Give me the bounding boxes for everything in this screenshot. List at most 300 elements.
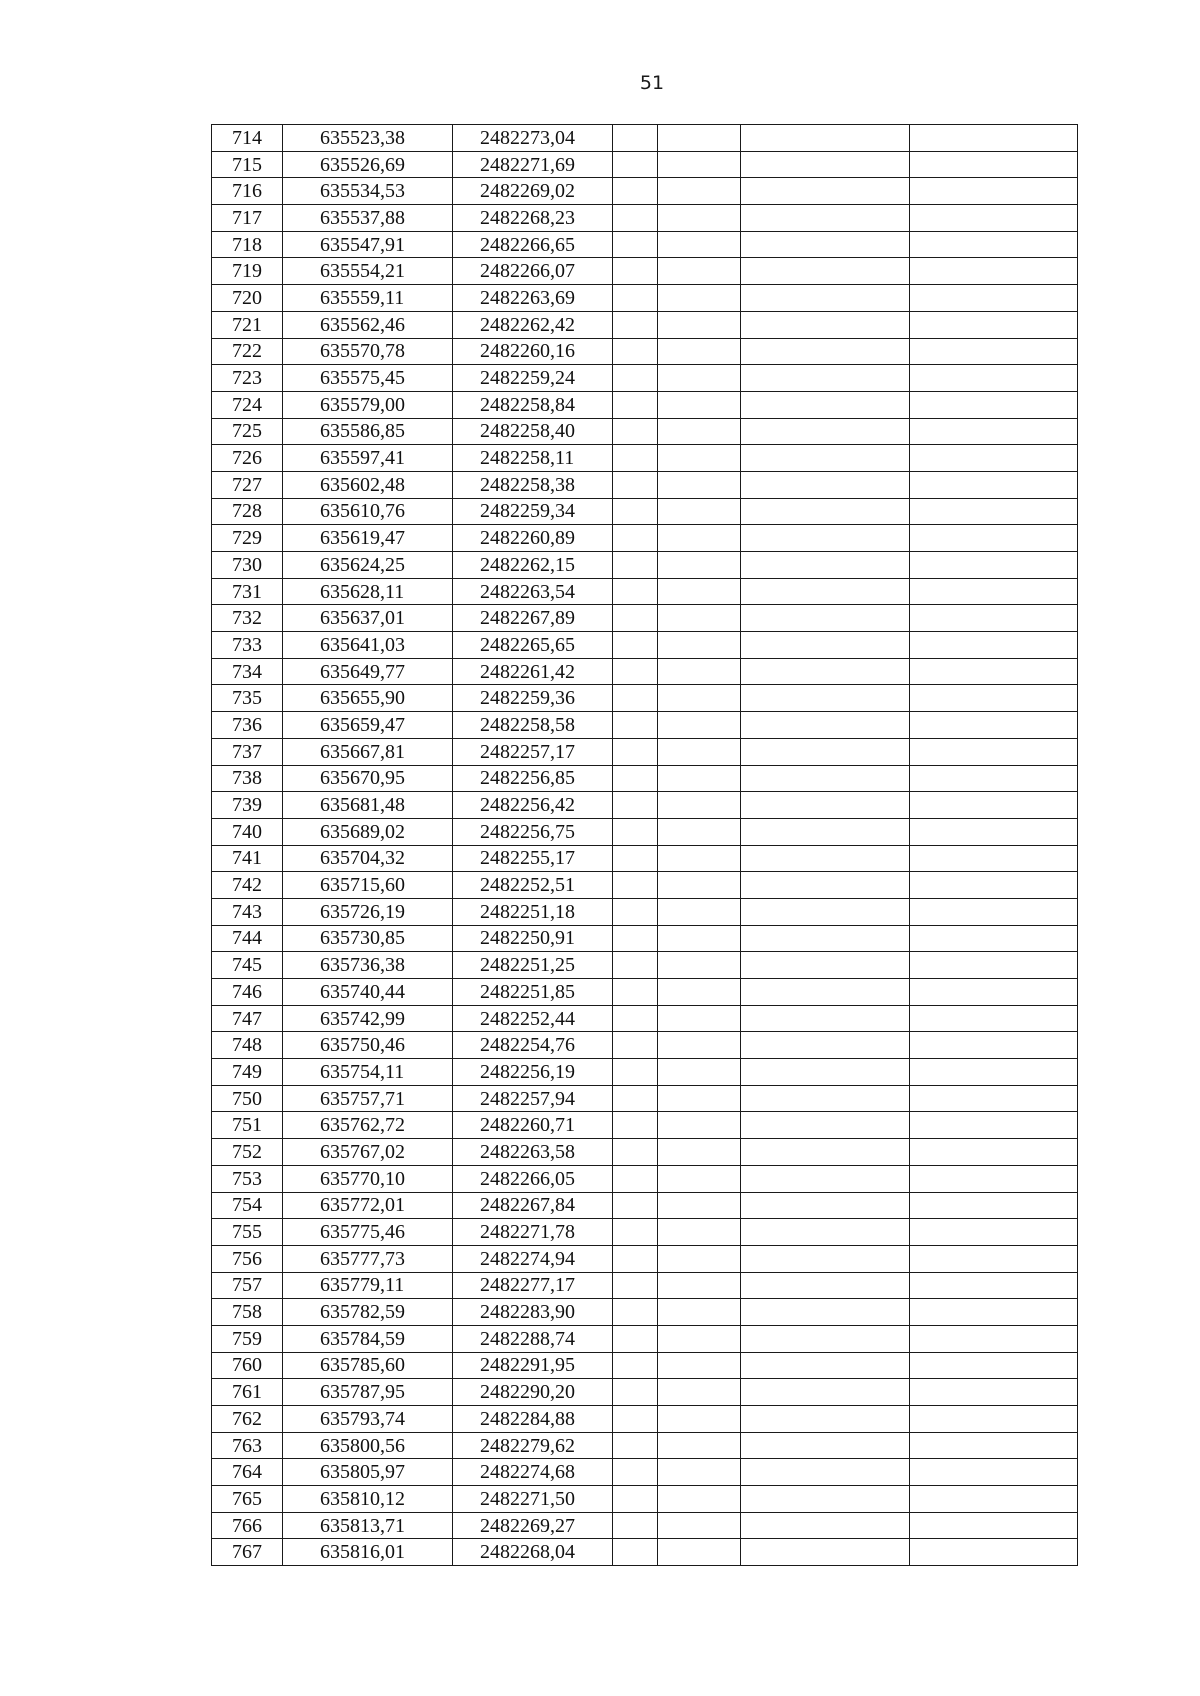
x-coordinate-cell: 635619,47 [283, 525, 453, 552]
empty-cell [741, 365, 910, 392]
empty-cell [910, 1059, 1078, 1086]
point-number-cell: 744 [212, 925, 283, 952]
empty-cell [658, 365, 741, 392]
table-row [212, 1192, 1078, 1219]
table-row [212, 1032, 1078, 1059]
empty-cell [910, 952, 1078, 979]
empty-cell [741, 738, 910, 765]
x-coordinate-cell: 635559,11 [283, 285, 453, 312]
empty-cell [613, 872, 658, 899]
empty-cell [658, 258, 741, 285]
point-number-cell: 734 [212, 658, 283, 685]
x-coordinate-cell: 635742,99 [283, 1005, 453, 1032]
y-coordinate-cell: 2482258,11 [453, 445, 613, 472]
table-row [212, 1459, 1078, 1486]
point-number-cell: 739 [212, 792, 283, 819]
empty-cell [910, 872, 1078, 899]
empty-cell [613, 285, 658, 312]
empty-cell [910, 1085, 1078, 1112]
empty-cell [741, 979, 910, 1006]
y-coordinate-cell: 2482260,71 [453, 1112, 613, 1139]
empty-cell [613, 632, 658, 659]
table-row [212, 898, 1078, 925]
point-number-cell: 728 [212, 498, 283, 525]
y-coordinate-cell: 2482271,50 [453, 1486, 613, 1513]
empty-cell [613, 712, 658, 739]
table-row [212, 1486, 1078, 1513]
table-row [212, 1272, 1078, 1299]
empty-cell [613, 818, 658, 845]
x-coordinate-cell: 635637,01 [283, 605, 453, 632]
table-row [212, 338, 1078, 365]
point-number-cell: 765 [212, 1486, 283, 1513]
empty-cell [613, 685, 658, 712]
empty-cell [741, 1486, 910, 1513]
point-number-cell: 724 [212, 391, 283, 418]
empty-cell [741, 1192, 910, 1219]
table-row [212, 391, 1078, 418]
y-coordinate-cell: 2482263,54 [453, 578, 613, 605]
point-number-cell: 764 [212, 1459, 283, 1486]
y-coordinate-cell: 2482263,58 [453, 1139, 613, 1166]
point-number-cell: 752 [212, 1139, 283, 1166]
empty-cell [910, 1139, 1078, 1166]
empty-cell [741, 1165, 910, 1192]
empty-cell [658, 738, 741, 765]
empty-cell [741, 1059, 910, 1086]
empty-cell [613, 1459, 658, 1486]
empty-cell [658, 979, 741, 1006]
empty-cell [910, 925, 1078, 952]
empty-cell [741, 818, 910, 845]
table-row [212, 605, 1078, 632]
point-number-cell: 760 [212, 1352, 283, 1379]
empty-cell [613, 738, 658, 765]
y-coordinate-cell: 2482251,85 [453, 979, 613, 1006]
empty-cell [658, 1299, 741, 1326]
empty-cell [613, 205, 658, 232]
table-row [212, 1406, 1078, 1433]
empty-cell [613, 365, 658, 392]
empty-cell [741, 1085, 910, 1112]
y-coordinate-cell: 2482266,05 [453, 1165, 613, 1192]
x-coordinate-cell: 635785,60 [283, 1352, 453, 1379]
empty-cell [741, 1325, 910, 1352]
point-number-cell: 754 [212, 1192, 283, 1219]
empty-cell [613, 1032, 658, 1059]
x-coordinate-cell: 635779,11 [283, 1272, 453, 1299]
point-number-cell: 731 [212, 578, 283, 605]
x-coordinate-cell: 635767,02 [283, 1139, 453, 1166]
table-row [212, 845, 1078, 872]
x-coordinate-cell: 635526,69 [283, 151, 453, 178]
y-coordinate-cell: 2482258,58 [453, 712, 613, 739]
x-coordinate-cell: 635610,76 [283, 498, 453, 525]
empty-cell [658, 1059, 741, 1086]
empty-cell [910, 1352, 1078, 1379]
empty-cell [741, 658, 910, 685]
empty-cell [910, 1459, 1078, 1486]
point-number-cell: 736 [212, 712, 283, 739]
empty-cell [741, 338, 910, 365]
x-coordinate-cell: 635770,10 [283, 1165, 453, 1192]
empty-cell [741, 712, 910, 739]
empty-cell [658, 1486, 741, 1513]
empty-cell [910, 231, 1078, 258]
empty-cell [613, 925, 658, 952]
empty-cell [658, 1352, 741, 1379]
table-row [212, 1539, 1078, 1566]
empty-cell [910, 338, 1078, 365]
empty-cell [910, 605, 1078, 632]
y-coordinate-cell: 2482271,69 [453, 151, 613, 178]
empty-cell [613, 231, 658, 258]
y-coordinate-cell: 2482256,85 [453, 765, 613, 792]
empty-cell [741, 1139, 910, 1166]
empty-cell [658, 1192, 741, 1219]
point-number-cell: 751 [212, 1112, 283, 1139]
point-number-cell: 730 [212, 552, 283, 579]
empty-cell [613, 311, 658, 338]
table-row [212, 632, 1078, 659]
point-number-cell: 729 [212, 525, 283, 552]
empty-cell [741, 1539, 910, 1566]
empty-cell [741, 605, 910, 632]
x-coordinate-cell: 635754,11 [283, 1059, 453, 1086]
table-row [212, 792, 1078, 819]
y-coordinate-cell: 2482257,94 [453, 1085, 613, 1112]
empty-cell [613, 471, 658, 498]
empty-cell [658, 1459, 741, 1486]
point-number-cell: 755 [212, 1219, 283, 1246]
y-coordinate-cell: 2482262,42 [453, 311, 613, 338]
empty-cell [658, 205, 741, 232]
empty-cell [658, 1245, 741, 1272]
y-coordinate-cell: 2482263,69 [453, 285, 613, 312]
empty-cell [910, 1406, 1078, 1433]
table-row [212, 178, 1078, 205]
x-coordinate-cell: 635715,60 [283, 872, 453, 899]
empty-cell [741, 1432, 910, 1459]
y-coordinate-cell: 2482274,68 [453, 1459, 613, 1486]
empty-cell [613, 1379, 658, 1406]
x-coordinate-cell: 635740,44 [283, 979, 453, 1006]
table-row [212, 1299, 1078, 1326]
empty-cell [658, 898, 741, 925]
empty-cell [910, 1165, 1078, 1192]
empty-cell [741, 1112, 910, 1139]
point-number-cell: 759 [212, 1325, 283, 1352]
point-number-cell: 748 [212, 1032, 283, 1059]
x-coordinate-cell: 635562,46 [283, 311, 453, 338]
empty-cell [910, 979, 1078, 1006]
x-coordinate-cell: 635762,72 [283, 1112, 453, 1139]
empty-cell [658, 151, 741, 178]
y-coordinate-cell: 2482266,07 [453, 258, 613, 285]
empty-cell [741, 1379, 910, 1406]
empty-cell [910, 285, 1078, 312]
empty-cell [613, 445, 658, 472]
empty-cell [741, 872, 910, 899]
y-coordinate-cell: 2482258,84 [453, 391, 613, 418]
empty-cell [910, 205, 1078, 232]
empty-cell [741, 845, 910, 872]
table-row [212, 578, 1078, 605]
table-row [212, 258, 1078, 285]
empty-cell [613, 578, 658, 605]
x-coordinate-cell: 635777,73 [283, 1245, 453, 1272]
empty-cell [613, 1486, 658, 1513]
y-coordinate-cell: 2482266,65 [453, 231, 613, 258]
empty-cell [613, 498, 658, 525]
x-coordinate-cell: 635628,11 [283, 578, 453, 605]
x-coordinate-cell: 635813,71 [283, 1512, 453, 1539]
x-coordinate-cell: 635597,41 [283, 445, 453, 472]
table-row [212, 872, 1078, 899]
empty-cell [910, 792, 1078, 819]
empty-cell [613, 418, 658, 445]
table-row [212, 311, 1078, 338]
table-row [212, 1112, 1078, 1139]
empty-cell [658, 1165, 741, 1192]
y-coordinate-cell: 2482267,84 [453, 1192, 613, 1219]
empty-cell [613, 792, 658, 819]
empty-cell [613, 258, 658, 285]
point-number-cell: 723 [212, 365, 283, 392]
point-number-cell: 750 [212, 1085, 283, 1112]
y-coordinate-cell: 2482250,91 [453, 925, 613, 952]
empty-cell [613, 979, 658, 1006]
empty-cell [613, 1539, 658, 1566]
empty-cell [658, 231, 741, 258]
page-number: 51 [639, 72, 665, 94]
y-coordinate-cell: 2482257,17 [453, 738, 613, 765]
empty-cell [613, 1219, 658, 1246]
empty-cell [613, 1165, 658, 1192]
table-row [212, 1245, 1078, 1272]
empty-cell [613, 338, 658, 365]
empty-cell [613, 1299, 658, 1326]
y-coordinate-cell: 2482256,19 [453, 1059, 613, 1086]
y-coordinate-cell: 2482277,17 [453, 1272, 613, 1299]
empty-cell [910, 151, 1078, 178]
empty-cell [910, 578, 1078, 605]
table-row [212, 445, 1078, 472]
empty-cell [658, 445, 741, 472]
empty-cell [910, 1245, 1078, 1272]
point-number-cell: 716 [212, 178, 283, 205]
y-coordinate-cell: 2482259,34 [453, 498, 613, 525]
point-number-cell: 720 [212, 285, 283, 312]
point-number-cell: 722 [212, 338, 283, 365]
table-row [212, 1512, 1078, 1539]
empty-cell [658, 818, 741, 845]
x-coordinate-cell: 635726,19 [283, 898, 453, 925]
point-number-cell: 767 [212, 1539, 283, 1566]
empty-cell [658, 391, 741, 418]
empty-cell [910, 525, 1078, 552]
empty-cell [658, 498, 741, 525]
empty-cell [613, 391, 658, 418]
empty-cell [658, 765, 741, 792]
point-number-cell: 758 [212, 1299, 283, 1326]
empty-cell [910, 738, 1078, 765]
empty-cell [658, 792, 741, 819]
empty-cell [658, 471, 741, 498]
table-row [212, 1139, 1078, 1166]
x-coordinate-cell: 635655,90 [283, 685, 453, 712]
empty-cell [741, 632, 910, 659]
empty-cell [658, 338, 741, 365]
table-row [212, 765, 1078, 792]
empty-cell [741, 765, 910, 792]
y-coordinate-cell: 2482269,02 [453, 178, 613, 205]
empty-cell [910, 311, 1078, 338]
x-coordinate-cell: 635704,32 [283, 845, 453, 872]
y-coordinate-cell: 2482256,42 [453, 792, 613, 819]
empty-cell [658, 712, 741, 739]
coordinates-table [211, 124, 1078, 1566]
point-number-cell: 742 [212, 872, 283, 899]
x-coordinate-cell: 635586,85 [283, 418, 453, 445]
table-row [212, 205, 1078, 232]
empty-cell [741, 231, 910, 258]
table-row [212, 712, 1078, 739]
empty-cell [613, 552, 658, 579]
table-row [212, 1352, 1078, 1379]
point-number-cell: 743 [212, 898, 283, 925]
empty-cell [658, 1406, 741, 1433]
empty-cell [741, 578, 910, 605]
empty-cell [658, 1539, 741, 1566]
empty-cell [910, 1512, 1078, 1539]
empty-cell [613, 1245, 658, 1272]
point-number-cell: 745 [212, 952, 283, 979]
x-coordinate-cell: 635736,38 [283, 952, 453, 979]
empty-cell [658, 1272, 741, 1299]
y-coordinate-cell: 2482259,36 [453, 685, 613, 712]
table-row [212, 471, 1078, 498]
empty-cell [658, 1219, 741, 1246]
empty-cell [613, 1139, 658, 1166]
empty-cell [741, 552, 910, 579]
empty-cell [658, 925, 741, 952]
empty-cell [658, 1085, 741, 1112]
empty-cell [658, 658, 741, 685]
empty-cell [741, 418, 910, 445]
x-coordinate-cell: 635670,95 [283, 765, 453, 792]
empty-cell [658, 605, 741, 632]
empty-cell [658, 1005, 741, 1032]
empty-cell [613, 658, 658, 685]
empty-cell [741, 1299, 910, 1326]
y-coordinate-cell: 2482260,16 [453, 338, 613, 365]
y-coordinate-cell: 2482255,17 [453, 845, 613, 872]
empty-cell [613, 952, 658, 979]
empty-cell [658, 125, 741, 152]
table-row [212, 738, 1078, 765]
x-coordinate-cell: 635649,77 [283, 658, 453, 685]
table-row [212, 925, 1078, 952]
x-coordinate-cell: 635772,01 [283, 1192, 453, 1219]
point-number-cell: 756 [212, 1245, 283, 1272]
point-number-cell: 762 [212, 1406, 283, 1433]
x-coordinate-cell: 635534,53 [283, 178, 453, 205]
point-number-cell: 715 [212, 151, 283, 178]
y-coordinate-cell: 2482273,04 [453, 125, 613, 152]
point-number-cell: 717 [212, 205, 283, 232]
empty-cell [658, 1512, 741, 1539]
y-coordinate-cell: 2482268,04 [453, 1539, 613, 1566]
point-number-cell: 714 [212, 125, 283, 152]
y-coordinate-cell: 2482283,90 [453, 1299, 613, 1326]
x-coordinate-cell: 635570,78 [283, 338, 453, 365]
empty-cell [910, 258, 1078, 285]
empty-cell [910, 898, 1078, 925]
empty-cell [741, 792, 910, 819]
empty-cell [613, 765, 658, 792]
empty-cell [910, 365, 1078, 392]
x-coordinate-cell: 635793,74 [283, 1406, 453, 1433]
table-row [212, 285, 1078, 312]
point-number-cell: 721 [212, 311, 283, 338]
point-number-cell: 740 [212, 818, 283, 845]
empty-cell [741, 1272, 910, 1299]
point-number-cell: 766 [212, 1512, 283, 1539]
point-number-cell: 726 [212, 445, 283, 472]
point-number-cell: 749 [212, 1059, 283, 1086]
empty-cell [658, 311, 741, 338]
empty-cell [613, 1406, 658, 1433]
empty-cell [910, 1432, 1078, 1459]
y-coordinate-cell: 2482259,24 [453, 365, 613, 392]
empty-cell [741, 471, 910, 498]
x-coordinate-cell: 635602,48 [283, 471, 453, 498]
empty-cell [910, 765, 1078, 792]
empty-cell [658, 285, 741, 312]
point-number-cell: 719 [212, 258, 283, 285]
y-coordinate-cell: 2482256,75 [453, 818, 613, 845]
empty-cell [741, 525, 910, 552]
table-row [212, 231, 1078, 258]
empty-cell [741, 151, 910, 178]
empty-cell [910, 658, 1078, 685]
point-number-cell: 738 [212, 765, 283, 792]
point-number-cell: 753 [212, 1165, 283, 1192]
empty-cell [613, 898, 658, 925]
empty-cell [910, 1299, 1078, 1326]
empty-cell [613, 1352, 658, 1379]
empty-cell [658, 552, 741, 579]
x-coordinate-cell: 635579,00 [283, 391, 453, 418]
x-coordinate-cell: 635523,38 [283, 125, 453, 152]
empty-cell [741, 178, 910, 205]
empty-cell [910, 818, 1078, 845]
empty-cell [910, 1005, 1078, 1032]
empty-cell [741, 258, 910, 285]
empty-cell [741, 1406, 910, 1433]
empty-cell [658, 632, 741, 659]
empty-cell [741, 285, 910, 312]
empty-cell [910, 845, 1078, 872]
point-number-cell: 733 [212, 632, 283, 659]
table-row [212, 1432, 1078, 1459]
point-number-cell: 747 [212, 1005, 283, 1032]
empty-cell [741, 898, 910, 925]
table-row [212, 952, 1078, 979]
table-row [212, 1059, 1078, 1086]
empty-cell [910, 1112, 1078, 1139]
